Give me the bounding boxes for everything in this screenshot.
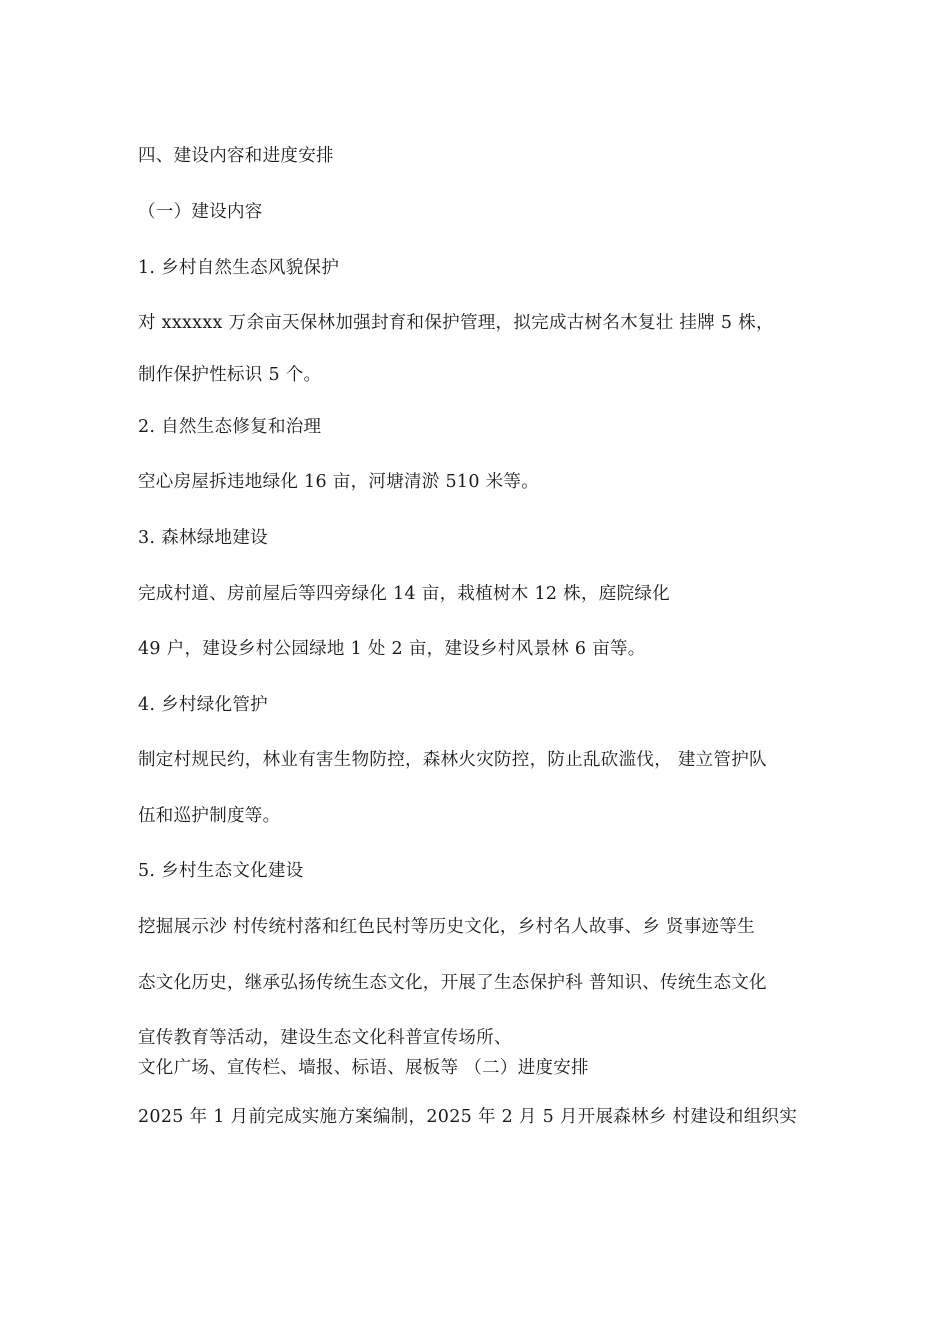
item-heading-5: 5. 乡村生态文化建设 [138,861,304,881]
paragraph-line: 挖掘展示沙 村传统村落和红色民村等历史文化，乡村名人故事、乡 贤事迹等生 [138,917,755,937]
paragraph-line: 空心房屋拆违地绿化 16 亩，河塘清淤 510 米等。 [138,472,540,492]
subsection-heading: （一）建设内容 [138,202,263,222]
paragraph-line: 2025 年 1 月前完成实施方案编制，2025 年 2 月 5 月开展森林乡 村建设和组织实 [138,1107,798,1127]
paragraph-line: 制作保护性标识 5 个。 [138,365,322,385]
item-heading-3: 3. 森林绿地建设 [138,528,268,548]
section-heading: 四、建设内容和进度安排 [138,146,334,166]
paragraph-line: 宣传教育等活动，建设生态文化科普宣传场所、 [138,1028,512,1048]
paragraph-line: 对 xxxxxx 万余亩天保林加强封育和保护管理，拟完成古树名木复壮 挂牌 5 株， [138,313,774,333]
paragraph-line: 制定村规民约，林业有害生物防控，森林火灾防控，防止乱砍滥伐， 建立管护队 [138,750,767,770]
paragraph-line: 49 户，建设乡村公园绿地 1 处 2 亩，建设乡村风景林 6 亩等。 [138,639,646,659]
paragraph-line: 完成村道、房前屋后等四旁绿化 14 亩，栽植树木 12 株，庭院绿化 [138,584,670,604]
item-heading-4: 4. 乡村绿化管护 [138,695,268,715]
paragraph-line: 态文化历史，继承弘扬传统生态文化，开展了生态保护科 普知识、传统生态文化 [138,973,767,993]
paragraph-line: 伍和巡护制度等。 [138,806,281,826]
paragraph-line: 文化广场、宣传栏、墙报、标语、展板等 （二）进度安排 [138,1058,589,1078]
item-heading-1: 1. 乡村自然生态风貌保护 [138,258,340,278]
item-heading-2: 2. 自然生态修复和治理 [138,417,322,437]
